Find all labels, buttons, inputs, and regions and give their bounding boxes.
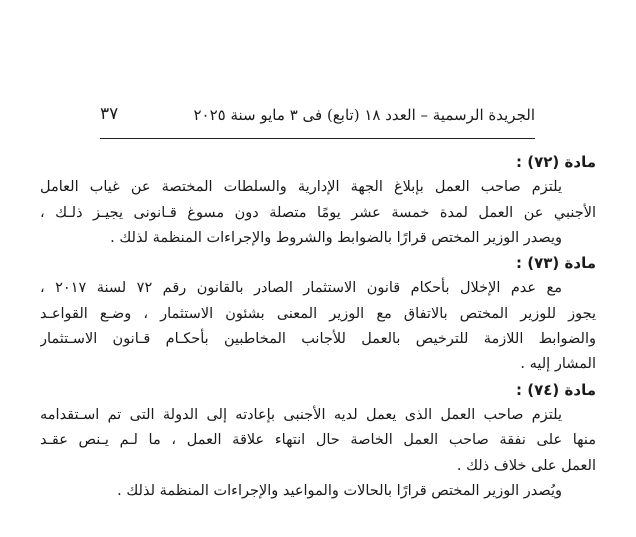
article-heading-73: مادة (٧٣) : xyxy=(516,254,596,273)
paragraph-line: يلتزم صاحب العمل بإبلاغ الجهة الإدارية والسلطات المختصة عن غياب العامل xyxy=(40,179,562,196)
article-heading-74: مادة (٧٤) : xyxy=(516,380,596,399)
paragraph-line: العمل على خلاف ذلك . xyxy=(456,457,596,474)
paragraph-line: المشار إليه . xyxy=(520,356,596,373)
paragraph-line: يجوز للوزير المختص بالاتفاق مع الوزير المعنى بشئون الاستثمار ، وضـع القواعـد xyxy=(40,305,596,322)
header-divider xyxy=(100,138,535,139)
paragraph-line: ويصدر الوزير المختص قرارًا بالضوابط والشروط والإجراءات المنظمة لذلك . xyxy=(110,229,562,246)
paragraph-line: الأجنبي عن العمل لمدة خمسة عشر يومًا متصلة دون مسوغ قـانونى يجيـز ذلـك ، xyxy=(40,204,596,221)
paragraph-line: منها على نفقة صاحب العمل الخاصة حال انتهاء علاقة العمل ، ما لـم يـنص عقـد xyxy=(40,432,596,449)
paragraph-line: يلتزم صاحب العمل الذى يعمل لديه الأجنبى بإعادته إلى الدولة التى تم اسـتقدامه xyxy=(40,406,562,423)
paragraph-line: مع عدم الإخلال بأحكام قانون الاستثمار الصادر بالقانون رقم ٧٢ لسنة ٢٠١٧ ، xyxy=(40,280,562,297)
document-body xyxy=(40,150,596,504)
gazette-title: الجريدة الرسمية – العدد ١٨ (تابع) فى ٣ مايو سنة ٢٠٢٥ xyxy=(193,106,535,124)
paragraph-line: ويُصدر الوزير المختص قرارًا بالحالات والمواعيد والإجراءات المنظمة لذلك . xyxy=(117,482,562,499)
page-number: ٣٧ xyxy=(100,104,119,124)
paragraph-line: والضوابط اللازمة للترخيص بالعمل للأجانب المخاطبين بأحكـام قـانون الاسـتثمار xyxy=(40,331,596,348)
article-heading-72: مادة (٧٢) : xyxy=(516,153,596,171)
page-header xyxy=(100,104,535,128)
